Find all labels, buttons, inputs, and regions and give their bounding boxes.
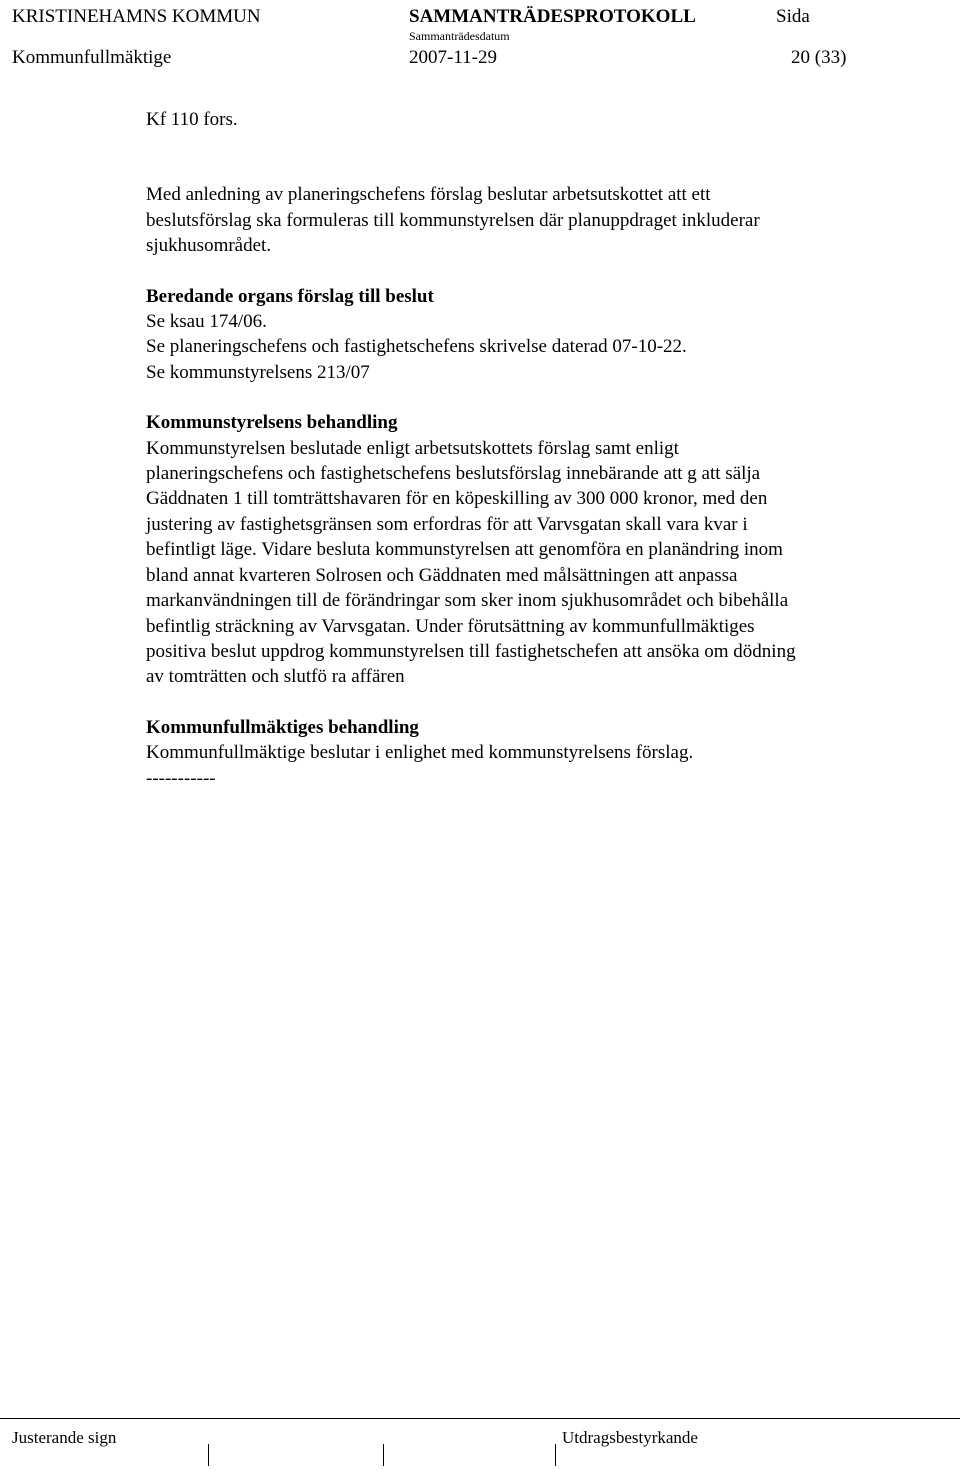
footer-divider — [0, 1418, 960, 1419]
ks-line: bland annat kvarteren Solrosen och Gäddnaten med målsättningen att anpassa — [146, 564, 738, 586]
paragraph-reference: Kf 110 fors. — [146, 109, 238, 130]
footer-utdrag-label: Utdragsbestyrkande — [562, 1428, 698, 1447]
date-label: Sammanträdesdatum — [409, 29, 510, 43]
signature-box-divider — [383, 1444, 384, 1466]
ks-line: Kommunstyrelsen beslutade enligt arbetsutskottets förslag samt enligt — [146, 437, 679, 459]
beredande-line: Se kommunstyrelsens 213/07 — [146, 361, 370, 383]
ks-line: befintligt läge. Vidare besluta kommunstyrelsen att genomföra en planändring inom — [146, 539, 783, 561]
ks-line: befintlig sträckning av Varvsgatan. Under förutsättning av kommunfullmäktiges — [146, 615, 755, 637]
intro-line: sjukhusområdet. — [146, 235, 272, 257]
signature-box-divider — [555, 1444, 556, 1466]
signature-box-divider — [208, 1444, 209, 1466]
page-label: Sida — [776, 6, 810, 27]
section-heading-ks: Kommunstyrelsens behandling — [146, 412, 398, 434]
document-type: SAMMANTRÄDESPROTOKOLL — [409, 6, 696, 27]
ks-line: av tomträtten och slutfö ra affären — [146, 666, 405, 688]
intro-line: Med anledning av planeringschefens förslag beslutar arbetsutskottet att ett — [146, 184, 711, 206]
meeting-date: 2007-11-29 — [409, 47, 497, 68]
ks-line: justering av fastighetsgränsen som erfordras för att Varvsgatan skall vara kvar i — [146, 513, 748, 535]
protocol-section — [146, 107, 936, 791]
ks-line: planeringschefens och fastighetschefens beslutsförslag innebärande att g att sälja — [146, 463, 761, 485]
section-heading-beredande: Beredande organs förslag till beslut — [146, 285, 434, 307]
ks-line: positiva beslut uppdrog kommunstyrelsen till fastighetschefen att ansöka om dödning — [146, 640, 796, 662]
ks-line: markanvändningen till de förändringar som sker inom sjukhusområdet och bibehålla — [146, 590, 789, 612]
footer-justerande-label: Justerande sign — [12, 1428, 117, 1447]
beredande-line: Se ksau 174/06. — [146, 311, 267, 333]
org-name: KRISTINEHAMNS KOMMUN — [12, 6, 261, 27]
page-number: 20 (33) — [791, 47, 847, 68]
end-mark: ----------- — [146, 767, 216, 789]
ks-line: Gäddnaten 1 till tomträttshavaren för en köpeskilling av 300 000 kronor, med den — [146, 488, 768, 510]
beredande-line: Se planeringschefens och fastighetschefens skrivelse daterad 07-10-22. — [146, 336, 687, 358]
section-heading-kf: Kommunfullmäktiges behandling — [146, 716, 419, 738]
intro-line: beslutsförslag ska formuleras till kommunstyrelsen där planuppdraget inkluderar — [146, 209, 760, 231]
body-name: Kommunfullmäktige — [12, 47, 172, 68]
kf-line: Kommunfullmäktige beslutar i enlighet med kommunstyrelsens förslag. — [146, 742, 694, 764]
